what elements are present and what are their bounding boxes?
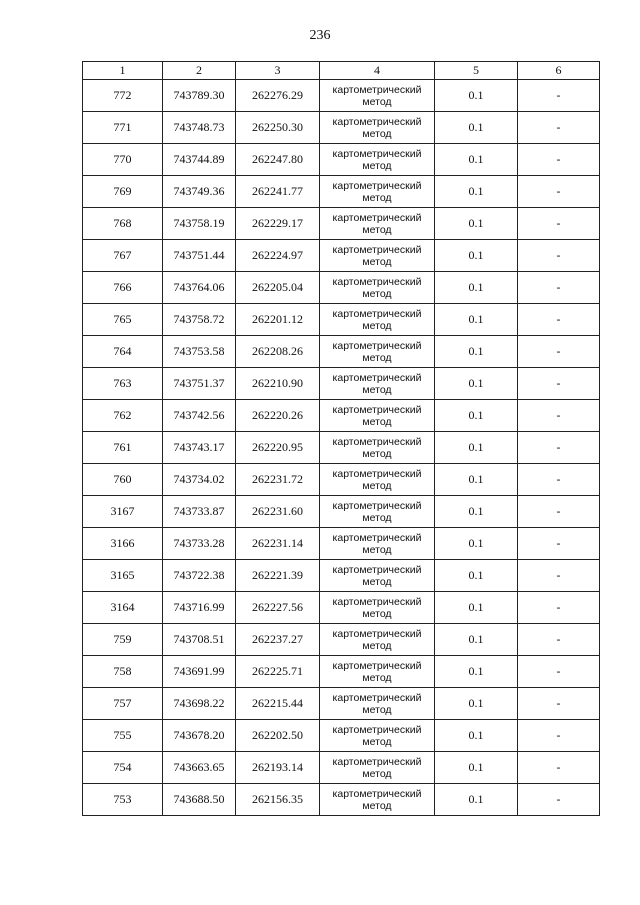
method-text-line1: картометрический bbox=[332, 435, 422, 448]
note-cell: - bbox=[518, 112, 600, 144]
note-cell: - bbox=[518, 464, 600, 496]
accuracy-cell: 0.1 bbox=[435, 144, 518, 176]
accuracy-cell: 0.1 bbox=[435, 592, 518, 624]
method-text-line1: картометрический bbox=[332, 179, 422, 192]
accuracy-cell: 0.1 bbox=[435, 112, 518, 144]
table-row bbox=[83, 464, 600, 496]
method-cell bbox=[320, 144, 435, 176]
table-row bbox=[83, 784, 600, 816]
table-row bbox=[83, 240, 600, 272]
x-coordinate-cell: 743748.73 bbox=[163, 112, 236, 144]
method-cell bbox=[320, 592, 435, 624]
note-cell: - bbox=[518, 400, 600, 432]
column-header: 5 bbox=[435, 62, 518, 80]
point-number-cell: 770 bbox=[83, 144, 163, 176]
y-coordinate-cell: 262193.14 bbox=[236, 752, 320, 784]
point-number-cell: 764 bbox=[83, 336, 163, 368]
accuracy-cell: 0.1 bbox=[435, 528, 518, 560]
y-coordinate-cell: 262220.95 bbox=[236, 432, 320, 464]
accuracy-cell: 0.1 bbox=[435, 208, 518, 240]
table-row bbox=[83, 80, 600, 112]
y-coordinate-cell: 262231.60 bbox=[236, 496, 320, 528]
point-number-cell: 767 bbox=[83, 240, 163, 272]
method-text-line1: картометрический bbox=[332, 723, 422, 736]
accuracy-cell: 0.1 bbox=[435, 432, 518, 464]
y-coordinate-cell: 262210.90 bbox=[236, 368, 320, 400]
note-cell: - bbox=[518, 208, 600, 240]
y-coordinate-cell: 262215.44 bbox=[236, 688, 320, 720]
x-coordinate-cell: 743716.99 bbox=[163, 592, 236, 624]
note-cell: - bbox=[518, 272, 600, 304]
y-coordinate-cell: 262231.14 bbox=[236, 528, 320, 560]
x-coordinate-cell: 743742.56 bbox=[163, 400, 236, 432]
accuracy-cell: 0.1 bbox=[435, 368, 518, 400]
table-row bbox=[83, 752, 600, 784]
x-coordinate-cell: 743758.19 bbox=[163, 208, 236, 240]
accuracy-cell: 0.1 bbox=[435, 336, 518, 368]
x-coordinate-cell: 743708.51 bbox=[163, 624, 236, 656]
note-cell: - bbox=[518, 240, 600, 272]
note-cell: - bbox=[518, 624, 600, 656]
method-text-line2: метод bbox=[362, 767, 392, 780]
x-coordinate-cell: 743744.89 bbox=[163, 144, 236, 176]
method-cell bbox=[320, 368, 435, 400]
note-cell: - bbox=[518, 80, 600, 112]
point-number-cell: 760 bbox=[83, 464, 163, 496]
method-cell bbox=[320, 496, 435, 528]
x-coordinate-cell: 743743.17 bbox=[163, 432, 236, 464]
note-cell: - bbox=[518, 784, 600, 816]
coordinates-table bbox=[82, 61, 600, 816]
note-cell: - bbox=[518, 656, 600, 688]
x-coordinate-cell: 743698.22 bbox=[163, 688, 236, 720]
method-text-line1: картометрический bbox=[332, 755, 422, 768]
accuracy-cell: 0.1 bbox=[435, 240, 518, 272]
point-number-cell: 769 bbox=[83, 176, 163, 208]
method-text-line2: метод bbox=[362, 735, 392, 748]
method-text-line2: метод bbox=[362, 287, 392, 300]
method-text-line1: картометрический bbox=[332, 787, 422, 800]
table-row bbox=[83, 688, 600, 720]
method-text-line2: метод bbox=[362, 95, 392, 108]
y-coordinate-cell: 262208.26 bbox=[236, 336, 320, 368]
x-coordinate-cell: 743691.99 bbox=[163, 656, 236, 688]
method-text-line1: картометрический bbox=[332, 627, 422, 640]
table-row bbox=[83, 304, 600, 336]
accuracy-cell: 0.1 bbox=[435, 656, 518, 688]
point-number-cell: 753 bbox=[83, 784, 163, 816]
method-text-line2: метод bbox=[362, 543, 392, 556]
page-number: 236 bbox=[309, 28, 331, 43]
accuracy-cell: 0.1 bbox=[435, 688, 518, 720]
table-row bbox=[83, 208, 600, 240]
y-coordinate-cell: 262231.72 bbox=[236, 464, 320, 496]
method-text-line2: метод bbox=[362, 479, 392, 492]
point-number-cell: 768 bbox=[83, 208, 163, 240]
column-header: 4 bbox=[320, 62, 435, 80]
method-text-line1: картометрический bbox=[332, 339, 422, 352]
accuracy-cell: 0.1 bbox=[435, 560, 518, 592]
y-coordinate-cell: 262276.29 bbox=[236, 80, 320, 112]
method-text-line2: метод bbox=[362, 191, 392, 204]
y-coordinate-cell: 262221.39 bbox=[236, 560, 320, 592]
y-coordinate-cell: 262250.30 bbox=[236, 112, 320, 144]
column-header: 2 bbox=[163, 62, 236, 80]
method-text-line2: метод bbox=[362, 671, 392, 684]
table-row bbox=[83, 528, 600, 560]
accuracy-cell: 0.1 bbox=[435, 784, 518, 816]
note-cell: - bbox=[518, 176, 600, 208]
method-text-line2: метод bbox=[362, 223, 392, 236]
method-cell bbox=[320, 112, 435, 144]
y-coordinate-cell: 262202.50 bbox=[236, 720, 320, 752]
method-text-line1: картометрический bbox=[332, 403, 422, 416]
point-number-cell: 771 bbox=[83, 112, 163, 144]
table-row bbox=[83, 112, 600, 144]
y-coordinate-cell: 262201.12 bbox=[236, 304, 320, 336]
accuracy-cell: 0.1 bbox=[435, 752, 518, 784]
method-cell bbox=[320, 176, 435, 208]
note-cell: - bbox=[518, 592, 600, 624]
note-cell: - bbox=[518, 720, 600, 752]
method-text-line2: метод bbox=[362, 447, 392, 460]
point-number-cell: 759 bbox=[83, 624, 163, 656]
x-coordinate-cell: 743688.50 bbox=[163, 784, 236, 816]
method-cell bbox=[320, 784, 435, 816]
table-row bbox=[83, 720, 600, 752]
x-coordinate-cell: 743678.20 bbox=[163, 720, 236, 752]
point-number-cell: 3167 bbox=[83, 496, 163, 528]
method-text-line2: метод bbox=[362, 351, 392, 364]
note-cell: - bbox=[518, 432, 600, 464]
method-text-line1: картометрический bbox=[332, 83, 422, 96]
table-row bbox=[83, 336, 600, 368]
method-text-line1: картометрический bbox=[332, 243, 422, 256]
note-cell: - bbox=[518, 304, 600, 336]
y-coordinate-cell: 262205.04 bbox=[236, 272, 320, 304]
method-text-line1: картометрический bbox=[332, 275, 422, 288]
method-cell bbox=[320, 400, 435, 432]
point-number-cell: 3165 bbox=[83, 560, 163, 592]
x-coordinate-cell: 743751.37 bbox=[163, 368, 236, 400]
method-text-line2: метод bbox=[362, 511, 392, 524]
method-cell bbox=[320, 80, 435, 112]
point-number-cell: 3164 bbox=[83, 592, 163, 624]
table-row bbox=[83, 656, 600, 688]
method-text-line1: картометрический bbox=[332, 467, 422, 480]
method-text-line1: картометрический bbox=[332, 371, 422, 384]
x-coordinate-cell: 743749.36 bbox=[163, 176, 236, 208]
accuracy-cell: 0.1 bbox=[435, 400, 518, 432]
method-text-line2: метод bbox=[362, 159, 392, 172]
point-number-cell: 758 bbox=[83, 656, 163, 688]
y-coordinate-cell: 262225.71 bbox=[236, 656, 320, 688]
method-cell bbox=[320, 208, 435, 240]
point-number-cell: 772 bbox=[83, 80, 163, 112]
x-coordinate-cell: 743753.58 bbox=[163, 336, 236, 368]
table-row bbox=[83, 176, 600, 208]
method-text-line1: картометрический bbox=[332, 307, 422, 320]
method-text-line1: картометрический bbox=[332, 147, 422, 160]
note-cell: - bbox=[518, 688, 600, 720]
method-text-line2: метод bbox=[362, 319, 392, 332]
method-text-line1: картометрический bbox=[332, 115, 422, 128]
method-cell bbox=[320, 528, 435, 560]
note-cell: - bbox=[518, 368, 600, 400]
method-cell bbox=[320, 752, 435, 784]
x-coordinate-cell: 743663.65 bbox=[163, 752, 236, 784]
method-cell bbox=[320, 560, 435, 592]
method-cell bbox=[320, 720, 435, 752]
y-coordinate-cell: 262156.35 bbox=[236, 784, 320, 816]
method-text-line2: метод bbox=[362, 639, 392, 652]
y-coordinate-cell: 262224.97 bbox=[236, 240, 320, 272]
method-text-line2: метод bbox=[362, 799, 392, 812]
method-cell bbox=[320, 656, 435, 688]
accuracy-cell: 0.1 bbox=[435, 496, 518, 528]
table-header-row bbox=[83, 62, 600, 80]
x-coordinate-cell: 743734.02 bbox=[163, 464, 236, 496]
x-coordinate-cell: 743722.38 bbox=[163, 560, 236, 592]
accuracy-cell: 0.1 bbox=[435, 304, 518, 336]
accuracy-cell: 0.1 bbox=[435, 272, 518, 304]
method-cell bbox=[320, 304, 435, 336]
method-text-line2: метод bbox=[362, 415, 392, 428]
table-row bbox=[83, 592, 600, 624]
table-row bbox=[83, 432, 600, 464]
table-row bbox=[83, 144, 600, 176]
method-text-line1: картометрический bbox=[332, 499, 422, 512]
table-body bbox=[83, 62, 600, 816]
x-coordinate-cell: 743758.72 bbox=[163, 304, 236, 336]
method-text-line1: картометрический bbox=[332, 595, 422, 608]
x-coordinate-cell: 743789.30 bbox=[163, 80, 236, 112]
point-number-cell: 3166 bbox=[83, 528, 163, 560]
method-text-line1: картометрический bbox=[332, 211, 422, 224]
column-header: 1 bbox=[83, 62, 163, 80]
method-cell bbox=[320, 688, 435, 720]
point-number-cell: 762 bbox=[83, 400, 163, 432]
x-coordinate-cell: 743733.87 bbox=[163, 496, 236, 528]
column-header: 6 bbox=[518, 62, 600, 80]
x-coordinate-cell: 743751.44 bbox=[163, 240, 236, 272]
method-text-line1: картометрический bbox=[332, 659, 422, 672]
method-text-line2: метод bbox=[362, 127, 392, 140]
table-row bbox=[83, 624, 600, 656]
y-coordinate-cell: 262247.80 bbox=[236, 144, 320, 176]
accuracy-cell: 0.1 bbox=[435, 720, 518, 752]
note-cell: - bbox=[518, 752, 600, 784]
method-text-line2: метод bbox=[362, 575, 392, 588]
y-coordinate-cell: 262241.77 bbox=[236, 176, 320, 208]
point-number-cell: 755 bbox=[83, 720, 163, 752]
note-cell: - bbox=[518, 560, 600, 592]
method-cell bbox=[320, 336, 435, 368]
accuracy-cell: 0.1 bbox=[435, 624, 518, 656]
method-text-line2: метод bbox=[362, 255, 392, 268]
point-number-cell: 766 bbox=[83, 272, 163, 304]
table-row bbox=[83, 496, 600, 528]
table-row bbox=[83, 368, 600, 400]
method-text-line2: метод bbox=[362, 703, 392, 716]
method-cell bbox=[320, 464, 435, 496]
method-text-line2: метод bbox=[362, 607, 392, 620]
note-cell: - bbox=[518, 336, 600, 368]
point-number-cell: 754 bbox=[83, 752, 163, 784]
table-row bbox=[83, 560, 600, 592]
column-header: 3 bbox=[236, 62, 320, 80]
table-row bbox=[83, 400, 600, 432]
accuracy-cell: 0.1 bbox=[435, 464, 518, 496]
method-text-line1: картометрический bbox=[332, 531, 422, 544]
point-number-cell: 765 bbox=[83, 304, 163, 336]
method-text-line1: картометрический bbox=[332, 691, 422, 704]
note-cell: - bbox=[518, 144, 600, 176]
x-coordinate-cell: 743764.06 bbox=[163, 272, 236, 304]
y-coordinate-cell: 262227.56 bbox=[236, 592, 320, 624]
table-row bbox=[83, 272, 600, 304]
method-cell bbox=[320, 432, 435, 464]
point-number-cell: 763 bbox=[83, 368, 163, 400]
method-text-line2: метод bbox=[362, 383, 392, 396]
y-coordinate-cell: 262220.26 bbox=[236, 400, 320, 432]
method-cell bbox=[320, 240, 435, 272]
accuracy-cell: 0.1 bbox=[435, 176, 518, 208]
method-cell bbox=[320, 272, 435, 304]
point-number-cell: 757 bbox=[83, 688, 163, 720]
point-number-cell: 761 bbox=[83, 432, 163, 464]
note-cell: - bbox=[518, 496, 600, 528]
accuracy-cell: 0.1 bbox=[435, 80, 518, 112]
method-text-line1: картометрический bbox=[332, 563, 422, 576]
y-coordinate-cell: 262237.27 bbox=[236, 624, 320, 656]
method-cell bbox=[320, 624, 435, 656]
x-coordinate-cell: 743733.28 bbox=[163, 528, 236, 560]
y-coordinate-cell: 262229.17 bbox=[236, 208, 320, 240]
note-cell: - bbox=[518, 528, 600, 560]
